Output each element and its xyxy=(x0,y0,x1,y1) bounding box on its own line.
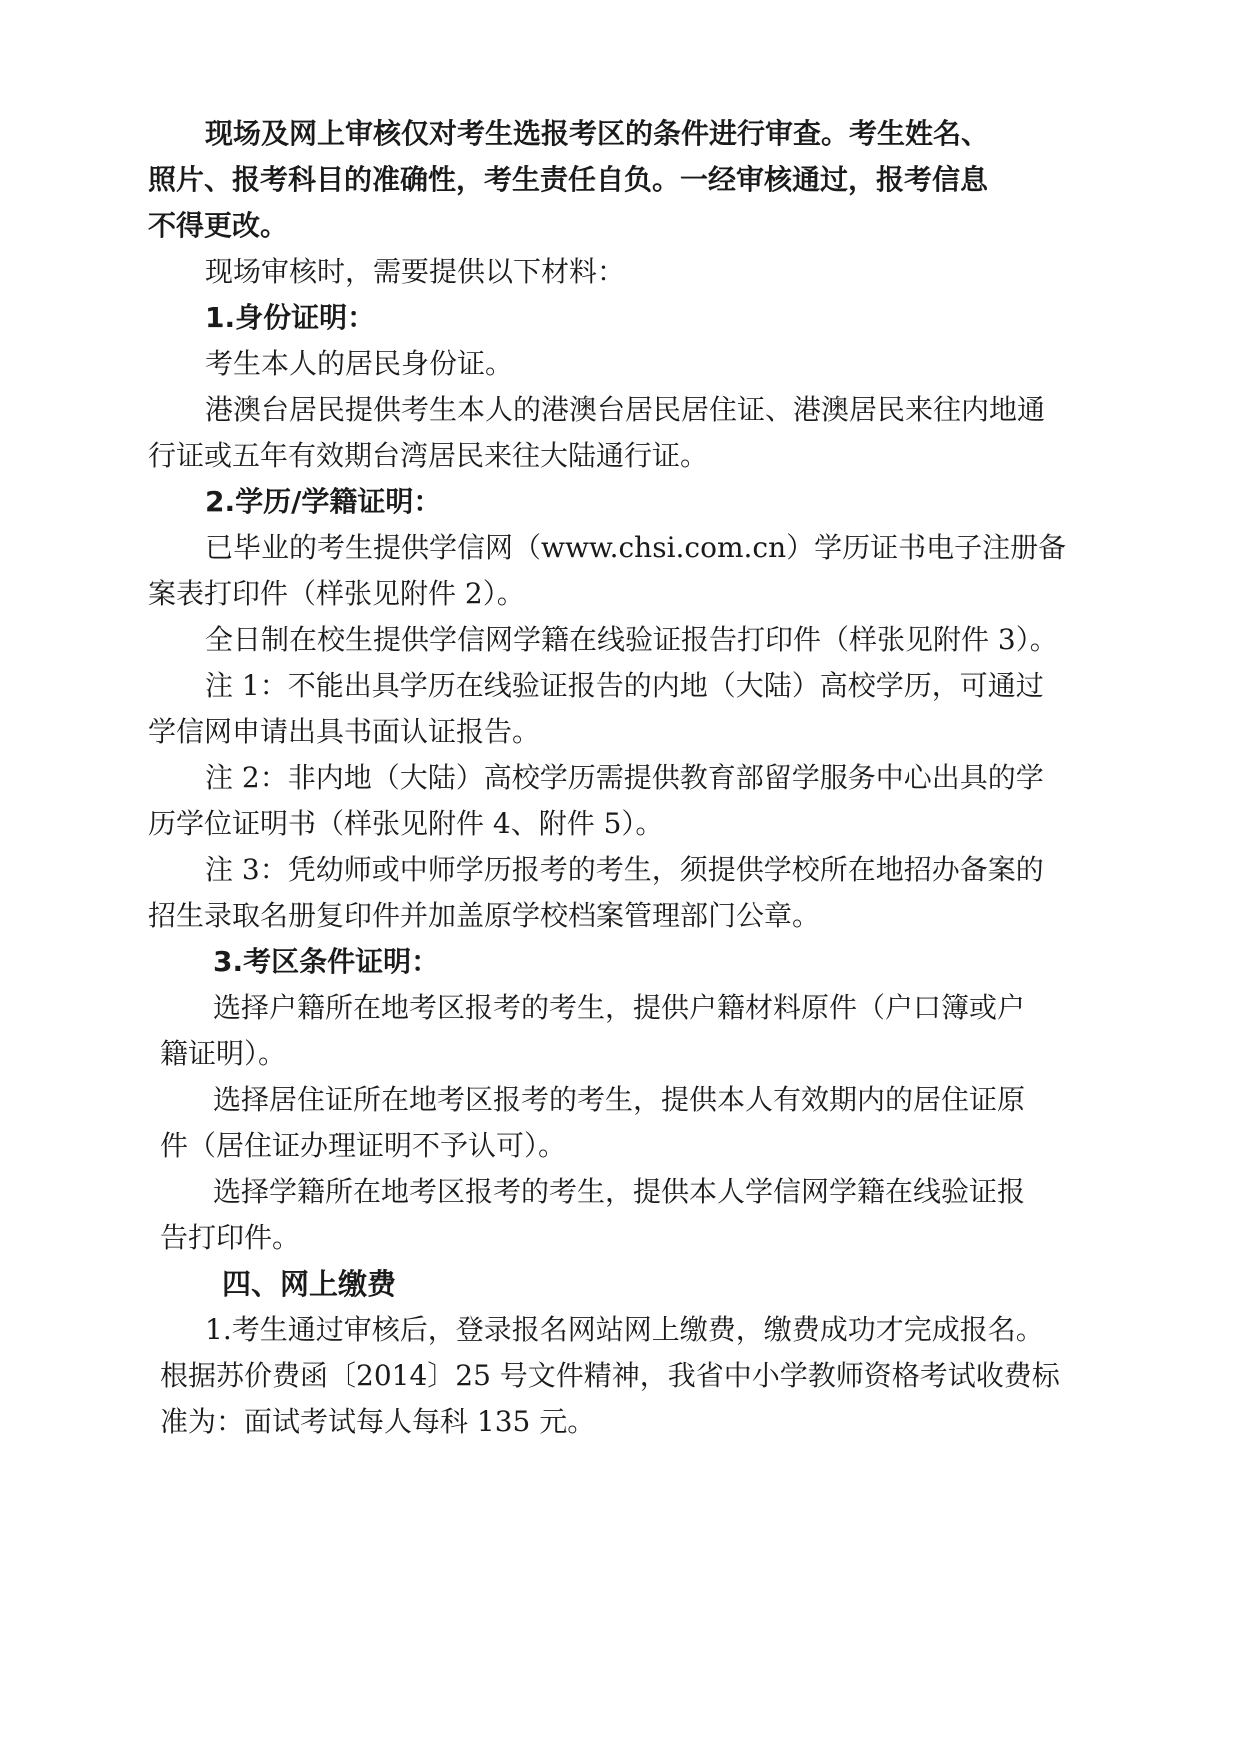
section3-line-6: 告打印件。 xyxy=(160,1221,301,1254)
section3-line-5: 选择学籍所在地考区报考的考生，提供本人学信网学籍在线验证报 xyxy=(213,1175,1026,1208)
section2-line-1: 已毕业的考生提供学信网（www.chsi.com.cn）学历证书电子注册备 xyxy=(205,531,1067,564)
section1-title: 1.身份证明： xyxy=(205,301,376,334)
section3-line-3: 选择居住证所在地考区报考的考生，提供本人有效期内的居住证原 xyxy=(213,1083,1026,1116)
section2-line-7: 历学位证明书（样张见附件 4、附件 5）。 xyxy=(148,807,664,840)
section2-line-5: 学信网申请出具书面认证报告。 xyxy=(148,715,541,748)
section1-line-2: 港澳台居民提供考生本人的港澳台居民居住证、港澳居民来往内地通 xyxy=(205,393,1046,426)
section2-line-9: 招生录取名册复印件并加盖原学校档案管理部门公章。 xyxy=(148,899,821,932)
section1-line-1: 考生本人的居民身份证。 xyxy=(205,347,514,380)
materials-intro: 现场审核时，需要提供以下材料： xyxy=(205,255,626,288)
section2-title: 2.学历/学籍证明： xyxy=(205,485,442,518)
section2-line-3: 全日制在校生提供学信网学籍在线验证报告打印件（样张见附件 3）。 xyxy=(205,623,1058,656)
section4-line-3: 准为：面试考试每人每科 135 元。 xyxy=(160,1405,596,1438)
section2-line-2: 案表打印件（样张见附件 2）。 xyxy=(148,577,525,610)
section3-line-1: 选择户籍所在地考区报考的考生，提供户籍材料原件（户口簿或户 xyxy=(213,991,1026,1024)
section4-line-1: 1.考生通过审核后，登录报名网站网上缴费，缴费成功才完成报名。 xyxy=(205,1313,1044,1346)
section1-line-3: 行证或五年有效期台湾居民来往大陆通行证。 xyxy=(148,439,709,472)
section4-line-2: 根据苏价费函〔2014〕25 号文件精神，我省中小学教师资格考试收费标 xyxy=(160,1359,1060,1392)
section2-line-6: 注 2：非内地（大陆）高校学历需提供教育部留学服务中心出具的学 xyxy=(205,761,1044,794)
intro-line-2: 照片、报考科目的准确性，考生责任自负。一经审核通过，报考信息 xyxy=(148,163,989,196)
section3-title: 3.考区条件证明： xyxy=(213,945,440,978)
section2-line-8: 注 3：凭幼师或中师学历报考的考生，须提供学校所在地招办备案的 xyxy=(205,853,1044,886)
intro-line-3: 不得更改。 xyxy=(148,209,289,242)
section4-title: 四、网上缴费 xyxy=(222,1267,397,1301)
section3-line-2: 籍证明）。 xyxy=(160,1037,287,1070)
intro-line-1: 现场及网上审核仅对考生选报考区的条件进行审查。考生姓名、 xyxy=(205,117,990,150)
section3-line-4: 件（居住证办理证明不予认可）。 xyxy=(160,1129,567,1162)
section2-line-4: 注 1：不能出具学历在线验证报告的内地（大陆）高校学历，可通过 xyxy=(205,669,1044,702)
